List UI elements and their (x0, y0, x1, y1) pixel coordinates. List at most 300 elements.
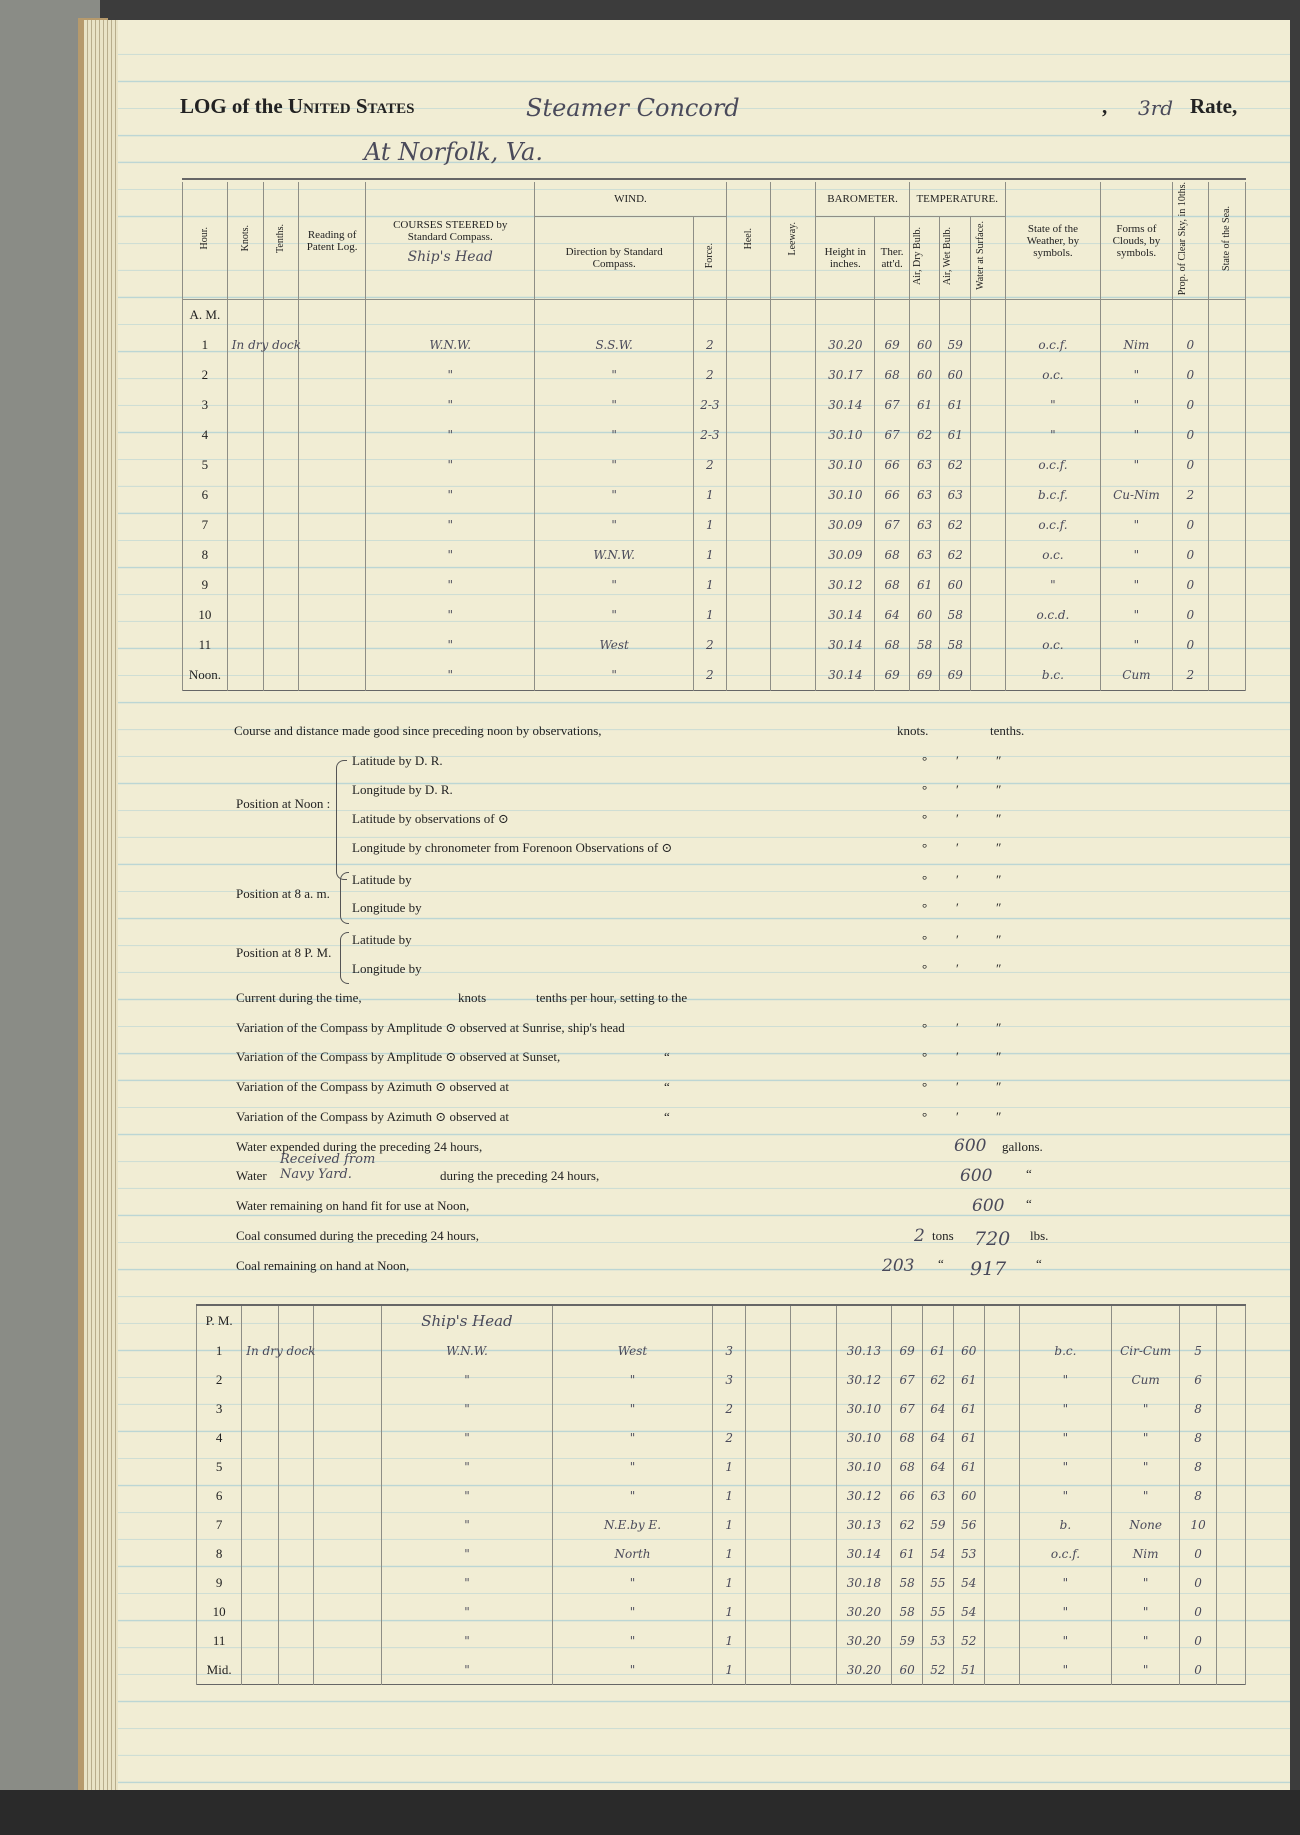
pm-knots-cell (242, 1626, 279, 1655)
am-dir-cell: " (535, 450, 694, 480)
am-height-cell: 30.17 (816, 360, 875, 390)
ditto-7: “ (1036, 1256, 1042, 1271)
am-dry-cell: 60 (909, 330, 940, 360)
pm-row (197, 1510, 1246, 1539)
am-ther-cell: 67 (875, 510, 910, 540)
am-height-cell: 30.09 (816, 510, 875, 540)
am-weather-cell: b.c. (1005, 660, 1101, 691)
am-wet-cell: 62 (940, 450, 971, 480)
am-empty-cell (299, 600, 366, 630)
pm-knots-cell (242, 1568, 279, 1597)
pm-empty-cell (746, 1539, 791, 1568)
pm-dry-cell: 53 (923, 1626, 954, 1655)
pm-empty-cell (791, 1626, 836, 1655)
am-empty-cell (771, 420, 816, 450)
pm-hour-cell: 1 (197, 1336, 242, 1365)
am-ther-cell: 66 (875, 480, 910, 510)
coal-remaining-tons: 203 (882, 1256, 915, 1276)
dry-bulb-header: Air, Dry Bulb. (911, 226, 923, 285)
am-empty-cell (771, 390, 816, 420)
sec-mark: ″ (996, 1079, 1002, 1094)
pm-ther-cell: 58 (892, 1568, 923, 1597)
am-dry-cell: 69 (909, 660, 940, 691)
am-empty-cell (970, 540, 1005, 570)
pm-empty-cell (746, 1481, 791, 1510)
pm-empty-cell (1217, 1336, 1246, 1365)
pm-hour-cell: 8 (197, 1539, 242, 1568)
am-empty-cell (299, 420, 366, 450)
rate-number: 3rd (1138, 96, 1174, 120)
am-row (183, 360, 1246, 390)
courses-label: COURSES STEERED by Standard Compass. (393, 218, 508, 243)
am-knots-cell: In dry dock (227, 330, 264, 360)
pm-clouds-cell: Cum (1112, 1365, 1180, 1394)
pm-wet-cell: 53 (953, 1539, 984, 1568)
am-clouds-cell: Cum (1101, 660, 1172, 691)
am-empty-cell (299, 390, 366, 420)
pm-height-cell: 30.10 (836, 1423, 892, 1452)
pm-height-cell: 30.12 (836, 1481, 892, 1510)
pm-weather-cell: b. (1019, 1510, 1112, 1539)
am-knots-cell (227, 630, 264, 660)
min-mark: ′ (956, 782, 959, 797)
heel-header: Heel. (742, 227, 754, 250)
am-empty-cell (970, 570, 1005, 600)
am-wet-cell: 58 (940, 630, 971, 660)
am-hour-cell: 11 (183, 630, 228, 660)
deg-mark: ° (922, 840, 928, 855)
pm-weather-cell: b.c. (1019, 1336, 1112, 1365)
pm-ther-cell: 67 (892, 1365, 923, 1394)
pm-empty-cell (746, 1655, 791, 1685)
am-course-cell: " (366, 660, 535, 691)
sec-mark: ″ (996, 1109, 1002, 1124)
pm-hour-cell: 2 (197, 1365, 242, 1394)
am-dir-cell: " (535, 660, 694, 691)
pm-weather-cell: " (1019, 1626, 1112, 1655)
am-row (183, 660, 1246, 691)
pm-empty-cell (314, 1568, 382, 1597)
am-row (183, 570, 1246, 600)
coal-remaining-lbs: 917 (970, 1258, 1007, 1280)
pm-empty-cell (984, 1423, 1019, 1452)
am-hour-cell: 3 (183, 390, 228, 420)
sec-mark: ″ (996, 1049, 1002, 1064)
pm-empty-cell (984, 1452, 1019, 1481)
am-force-cell: 1 (694, 570, 727, 600)
pm-dry-cell: 55 (923, 1597, 954, 1626)
pm-course-cell: " (382, 1568, 553, 1597)
ditto-1: “ (664, 1049, 670, 1064)
pm-clear-cell: 0 (1180, 1568, 1217, 1597)
deg-mark: ° (922, 753, 928, 768)
min-mark: ′ (956, 753, 959, 768)
pm-clear-cell: 6 (1180, 1365, 1217, 1394)
am-dir-cell: " (535, 420, 694, 450)
pm-clear-cell: 8 (1180, 1481, 1217, 1510)
pm-empty-cell (746, 1336, 791, 1365)
pm-dry-cell: 62 (923, 1365, 954, 1394)
pm-empty-cell (1217, 1423, 1246, 1452)
am-empty-cell (264, 570, 299, 600)
pm-dry-cell: 64 (923, 1423, 954, 1452)
am-empty-cell (771, 660, 816, 691)
pm-ther-cell: 59 (892, 1626, 923, 1655)
am-empty-cell (970, 660, 1005, 691)
pm-hour-cell: 10 (197, 1597, 242, 1626)
am-empty-cell (726, 540, 771, 570)
sec-mark: ″ (996, 811, 1002, 826)
am-weather-cell: o.c. (1005, 630, 1101, 660)
weather-header: State of the Weather, by symbols. (1005, 182, 1101, 300)
pm-dry-cell: 61 (923, 1336, 954, 1365)
ditto-6: “ (938, 1256, 944, 1271)
pm-empty-cell (791, 1423, 836, 1452)
var-sunrise-label: Variation of the Compass by Amplitude ⊙ observed at Sunrise, ship's head (236, 1020, 625, 1035)
pm-clear-cell: 8 (1180, 1423, 1217, 1452)
am-clouds-cell: " (1101, 510, 1172, 540)
pm-knots-cell (242, 1423, 279, 1452)
water-surface-header: Water at Surface. (974, 221, 986, 291)
pm-clouds-cell: " (1112, 1597, 1180, 1626)
pm-empty-cell (279, 1626, 314, 1655)
lon-dr-label: Longitude by D. R. (352, 782, 453, 797)
am-knots-cell (227, 480, 264, 510)
am-empty-cell (726, 480, 771, 510)
pm-ther-cell: 62 (892, 1510, 923, 1539)
pm-dir-cell: " (552, 1423, 712, 1452)
pm-course-cell: " (382, 1423, 553, 1452)
am-empty-cell (299, 630, 366, 660)
pm-weather-cell: " (1019, 1365, 1112, 1394)
am-empty-cell (1209, 390, 1246, 420)
am-wet-cell: 62 (940, 540, 971, 570)
am-empty-cell (970, 450, 1005, 480)
min-mark: ′ (956, 1079, 959, 1094)
pm-empty-cell (279, 1597, 314, 1626)
pm-empty-cell (314, 1626, 382, 1655)
pm-ships-head-label: Ship's Head (382, 1306, 553, 1336)
am-empty-cell (264, 660, 299, 691)
pm-force-cell: 1 (713, 1626, 746, 1655)
am-ther-cell: 68 (875, 570, 910, 600)
am-empty-cell (264, 390, 299, 420)
am-course-cell: " (366, 570, 535, 600)
pm-hour-cell: 4 (197, 1423, 242, 1452)
pm-force-cell: 1 (713, 1568, 746, 1597)
am-dry-cell: 63 (909, 480, 940, 510)
am-empty-cell (299, 660, 366, 691)
pm-dir-cell: " (552, 1365, 712, 1394)
am-empty-cell (726, 600, 771, 630)
pm-wet-cell: 52 (953, 1626, 984, 1655)
pm-height-cell: 30.13 (836, 1336, 892, 1365)
pm-empty-cell (314, 1394, 382, 1423)
pm-empty-cell (314, 1539, 382, 1568)
am-clear-cell: 0 (1172, 330, 1209, 360)
am-empty-cell (264, 360, 299, 390)
am-dry-cell: 60 (909, 360, 940, 390)
am-wet-cell: 63 (940, 480, 971, 510)
am-clear-cell: 0 (1172, 630, 1209, 660)
am-clouds-cell: " (1101, 540, 1172, 570)
lon-8pm-label: Longitude by (352, 961, 422, 976)
log-page (118, 20, 1290, 1792)
pm-empty-cell (1217, 1394, 1246, 1423)
am-height-cell: 30.10 (816, 450, 875, 480)
pm-height-cell: 30.20 (836, 1655, 892, 1685)
pm-empty-cell (1217, 1539, 1246, 1568)
pm-ther-cell: 69 (892, 1336, 923, 1365)
position-8am-label: Position at 8 a. m. (236, 886, 330, 901)
am-course-cell: " (366, 390, 535, 420)
am-clouds-cell: " (1101, 360, 1172, 390)
am-course-cell: W.N.W. (366, 330, 535, 360)
am-empty-cell (1209, 360, 1246, 390)
pm-weather-cell: " (1019, 1423, 1112, 1452)
am-empty-cell (726, 420, 771, 450)
am-empty-cell (299, 480, 366, 510)
am-clear-cell: 2 (1172, 660, 1209, 691)
pm-clear-cell: 0 (1180, 1626, 1217, 1655)
am-empty-cell (299, 330, 366, 360)
pm-height-cell: 30.18 (836, 1568, 892, 1597)
am-dir-cell: " (535, 600, 694, 630)
pm-force-cell: 3 (713, 1365, 746, 1394)
am-clouds-cell: " (1101, 570, 1172, 600)
tenths-header: Tenths. (275, 224, 287, 254)
pm-period-label: P. M. (197, 1306, 242, 1336)
am-course-cell: " (366, 450, 535, 480)
pm-empty-cell (1217, 1365, 1246, 1394)
deg-mark: ° (922, 1079, 928, 1094)
am-empty-cell (970, 600, 1005, 630)
pm-empty-cell (746, 1568, 791, 1597)
pm-course-cell: " (382, 1655, 553, 1685)
temperature-header: TEMPERATURE. (909, 182, 1005, 216)
pm-hour-cell: 7 (197, 1510, 242, 1539)
sec-mark: ″ (996, 1020, 1002, 1035)
am-wet-cell: 69 (940, 660, 971, 691)
min-mark: ′ (956, 872, 959, 887)
am-height-cell: 30.14 (816, 660, 875, 691)
pm-dry-cell: 64 (923, 1394, 954, 1423)
pm-ther-cell: 61 (892, 1539, 923, 1568)
am-log-table (182, 182, 1246, 695)
am-empty-cell (1209, 420, 1246, 450)
min-mark: ′ (956, 1109, 959, 1124)
coal-consumed-label: Coal consumed during the preceding 24 hours, (236, 1228, 479, 1243)
pm-empty-cell (314, 1655, 382, 1685)
pm-empty-cell (791, 1597, 836, 1626)
pm-empty-cell (314, 1365, 382, 1394)
am-empty-cell (970, 420, 1005, 450)
am-hour-cell: Noon. (183, 660, 228, 691)
am-dry-cell: 63 (909, 450, 940, 480)
pm-dir-cell: N.E.by E. (552, 1510, 712, 1539)
am-empty-cell (726, 330, 771, 360)
pm-empty-cell (746, 1597, 791, 1626)
water-remaining-value: 600 (972, 1196, 1005, 1216)
am-height-cell: 30.10 (816, 420, 875, 450)
wind-header: WIND. (535, 182, 726, 216)
pm-ther-cell: 60 (892, 1655, 923, 1685)
am-height-cell: 30.14 (816, 600, 875, 630)
pm-weather-cell: " (1019, 1481, 1112, 1510)
course-made-good: Course and distance made good since preceding noon by observations, (234, 723, 602, 738)
height-header: Height in inches. (816, 216, 875, 300)
am-empty-cell (970, 630, 1005, 660)
pm-force-cell: 1 (713, 1539, 746, 1568)
pm-ther-cell: 66 (892, 1481, 923, 1510)
ships-head-label: Ship's Head (407, 248, 493, 265)
am-force-cell: 2 (694, 660, 727, 691)
am-dir-cell: " (535, 510, 694, 540)
force-header: Force. (703, 243, 715, 269)
coal-consumed-tons: 2 (914, 1226, 925, 1246)
pm-course-cell: W.N.W. (382, 1336, 553, 1365)
deg-mark: ° (922, 1109, 928, 1124)
pm-empty-cell (984, 1510, 1019, 1539)
pm-hour-cell: Mid. (197, 1655, 242, 1685)
pm-empty-cell (746, 1394, 791, 1423)
am-empty-cell (771, 480, 816, 510)
pm-knots-cell (242, 1394, 279, 1423)
pm-clouds-cell: " (1112, 1423, 1180, 1452)
am-force-cell: 2-3 (694, 420, 727, 450)
pm-wet-cell: 61 (953, 1365, 984, 1394)
log-of-label: LOG of the (180, 94, 283, 118)
pm-clouds-cell: " (1112, 1481, 1180, 1510)
am-empty-cell (264, 600, 299, 630)
am-weather-cell: o.c.f. (1005, 330, 1101, 360)
pm-height-cell: 30.20 (836, 1597, 892, 1626)
scan-bottom-edge (0, 1790, 1300, 1835)
log-title (180, 94, 415, 119)
pm-dir-cell: " (552, 1394, 712, 1423)
pm-dry-cell: 54 (923, 1539, 954, 1568)
am-dry-cell: 58 (909, 630, 940, 660)
pm-dir-cell: " (552, 1626, 712, 1655)
am-wet-cell: 60 (940, 570, 971, 600)
pm-weather-cell: " (1019, 1597, 1112, 1626)
am-weather-cell: " (1005, 570, 1101, 600)
am-ther-cell: 67 (875, 390, 910, 420)
pm-row (197, 1394, 1246, 1423)
am-ther-cell: 69 (875, 330, 910, 360)
lon-chron-label: Longitude by chronometer from Forenoon Observations of ⊙ (352, 840, 673, 855)
am-ther-cell: 68 (875, 630, 910, 660)
pm-row (197, 1626, 1246, 1655)
pm-weather-cell: o.c.f. (1019, 1539, 1112, 1568)
am-hour-cell: 10 (183, 600, 228, 630)
pm-empty-cell (279, 1452, 314, 1481)
am-empty-cell (771, 450, 816, 480)
am-force-cell: 1 (694, 510, 727, 540)
pm-force-cell: 1 (713, 1452, 746, 1481)
pm-wet-cell: 61 (953, 1394, 984, 1423)
8pm-brace (340, 932, 349, 984)
am-weather-cell: b.c.f. (1005, 480, 1101, 510)
am-course-cell: " (366, 480, 535, 510)
min-mark: ′ (956, 840, 959, 855)
pm-course-cell: " (382, 1626, 553, 1655)
am-clear-cell: 0 (1172, 360, 1209, 390)
am-row (183, 600, 1246, 630)
am-force-cell: 2 (694, 450, 727, 480)
pm-clear-cell: 8 (1180, 1394, 1217, 1423)
pm-ther-cell: 58 (892, 1597, 923, 1626)
am-force-cell: 2-3 (694, 390, 727, 420)
am-wet-cell: 58 (940, 600, 971, 630)
pm-ther-cell: 67 (892, 1394, 923, 1423)
pm-empty-cell (984, 1336, 1019, 1365)
lbs-label: lbs. (1030, 1228, 1049, 1243)
pm-clouds-cell: Cir-Cum (1112, 1336, 1180, 1365)
pm-clear-cell: 0 (1180, 1597, 1217, 1626)
position-noon-label: Position at Noon : (236, 796, 331, 811)
pm-height-cell: 30.13 (836, 1510, 892, 1539)
am-clear-cell: 0 (1172, 540, 1209, 570)
am-height-cell: 30.14 (816, 390, 875, 420)
am-height-cell: 30.20 (816, 330, 875, 360)
am-weather-cell: o.c.f. (1005, 450, 1101, 480)
am-clear-cell: 0 (1172, 570, 1209, 600)
am-dry-cell: 60 (909, 600, 940, 630)
pm-empty-cell (984, 1481, 1019, 1510)
am-knots-cell (227, 450, 264, 480)
pm-empty-cell (1217, 1481, 1246, 1510)
pm-empty-cell (1217, 1452, 1246, 1481)
var-sunset-label: Variation of the Compass by Amplitude ⊙ observed at Sunset, (236, 1049, 561, 1064)
am-weather-cell: o.c.f. (1005, 510, 1101, 540)
pm-row (197, 1597, 1246, 1626)
pm-empty-cell (984, 1365, 1019, 1394)
am-clear-cell: 0 (1172, 420, 1209, 450)
pm-empty-cell (314, 1597, 382, 1626)
pm-wet-cell: 61 (953, 1423, 984, 1452)
pm-empty-cell (279, 1423, 314, 1452)
pm-dir-cell: " (552, 1568, 712, 1597)
pm-empty-cell (279, 1655, 314, 1685)
am-course-cell: " (366, 510, 535, 540)
pm-empty-cell (1217, 1626, 1246, 1655)
am-knots-cell (227, 540, 264, 570)
pm-dry-cell: 63 (923, 1481, 954, 1510)
wet-bulb-header: Air, Wet Bulb. (942, 226, 954, 285)
water-word: Water (236, 1168, 267, 1183)
am-knots-cell (227, 390, 264, 420)
am-empty-cell (726, 450, 771, 480)
pm-knots-cell (242, 1452, 279, 1481)
min-mark: ′ (956, 1049, 959, 1064)
pm-empty-cell (984, 1655, 1019, 1685)
am-empty-cell (1209, 540, 1246, 570)
pm-ther-cell: 68 (892, 1452, 923, 1481)
pm-height-cell: 30.10 (836, 1452, 892, 1481)
pm-dir-cell: North (552, 1539, 712, 1568)
am-hour-cell: 4 (183, 420, 228, 450)
am-period-label: A. M. (183, 300, 228, 331)
am-row (183, 540, 1246, 570)
min-mark: ′ (956, 932, 959, 947)
pm-course-cell: " (382, 1597, 553, 1626)
am-empty-cell (970, 360, 1005, 390)
am-empty-cell (299, 360, 366, 390)
pm-row (197, 1336, 1246, 1365)
am-clear-cell: 0 (1172, 450, 1209, 480)
pm-hour-cell: 3 (197, 1394, 242, 1423)
